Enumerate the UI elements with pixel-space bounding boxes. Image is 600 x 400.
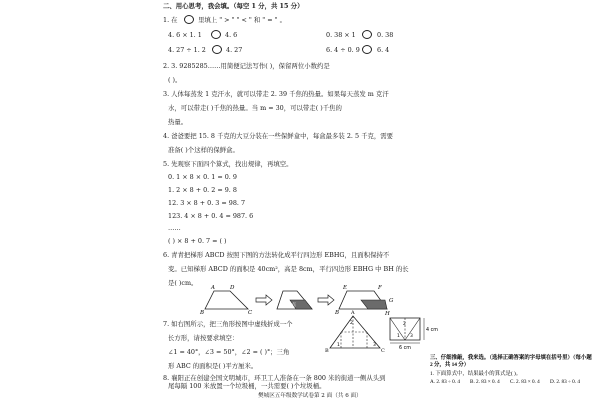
q6-line-2: 变。已知梯形 ABCD 的面积是 40cm²，高是 8cm，平行四边形 EBHG 中 BH 的长 xyxy=(168,265,409,273)
label-b: B xyxy=(200,310,205,316)
label-h: H xyxy=(385,311,390,317)
q1-row1-right-expr: 0. 38 × 1 xyxy=(326,31,356,39)
mc1-option-c[interactable]: C. 2. 83 × 0. 4 xyxy=(510,379,540,385)
q5-equation-3: 12. 3 × 8 + 0. 3 = 98. 7 xyxy=(168,199,246,207)
midpoint-label: 中点 xyxy=(287,303,296,308)
label-d: D xyxy=(230,285,235,291)
q1-row1-left-value: 4. 6 xyxy=(225,31,238,39)
q7-line-1: 7. 如右图所示，把三角形按图中虚线折成一个 xyxy=(163,320,293,328)
mc1-option-b[interactable]: B. 2. 83 × 0. 4 xyxy=(470,379,500,385)
q2-line-2: ( )。 xyxy=(168,76,182,84)
q1-intro-prefix: 1. 在 xyxy=(163,16,178,24)
label-a: A xyxy=(351,310,355,316)
q7-line-4: 形 ABC 的面积是( )平方厘米。 xyxy=(168,362,258,370)
height-dimension: 4 cm xyxy=(426,328,438,333)
label-c: C xyxy=(248,310,253,316)
angle-3-label: 3 xyxy=(373,343,376,348)
q2-line-1: 2. 3. 9285285……用简便记法写作( )，保留两位小数约是 xyxy=(163,62,330,70)
angle-2-label: 2 xyxy=(403,322,406,327)
q8-line-1: 8. 襄阳正在创建全国文明城市，环卫工人准备在一条 800 米的街道一侧从头到 xyxy=(163,374,386,382)
q1-row2-right-value: 6. 4 xyxy=(377,46,390,54)
q3-line-2: 水，可以带走( )千焦的热量。当 m = 30，可以带走( )千焦的 xyxy=(168,104,342,112)
q5-equation-4: 123. 4 × 8 + 0. 4 = 987. 6 xyxy=(168,212,254,220)
page-footer: 樊城区五年级数学试卷第 2 面（共 6 面） xyxy=(258,393,362,399)
q1-row1-left-expr: 4. 6 × 1. 1 xyxy=(168,31,202,39)
q1-row2-left-expr: 4. 27 ÷ 1. 2 xyxy=(168,46,206,54)
q1-intro-suffix: 里填上 " > " " < " 和 " = " 。 xyxy=(198,16,286,24)
label-b2: B xyxy=(335,310,340,316)
angle-1-label: 1 xyxy=(337,343,340,348)
q3-line-1: 3. 人体每蒸发 1 克汗水，就可以带走 2. 39 千焦的热量。如果每天蒸发 m 克汗 xyxy=(163,90,389,98)
label-a: A xyxy=(211,285,215,291)
q7-line-2: 长方形，请按要求填空： xyxy=(168,334,239,342)
q1-row2-right-expr: 6. 4 ÷ 0. 9 xyxy=(326,46,360,54)
q7-line-3: ∠1 = 40°，∠3 = 50°，∠2 = ( )°；三角 xyxy=(168,348,290,356)
q1-row1-right-value: 0. 38 xyxy=(377,31,394,39)
q5-line-1: 5. 先观察下面四个算式，找出规律，再填空。 xyxy=(163,160,293,168)
q1-row2-left-value: 4. 27 xyxy=(226,46,243,54)
section-3-heading: 三、仔细推敲，我来选。（选择正确答案的字母填在括号里）（每小题 2 分，共 14 分） xyxy=(430,355,592,368)
label-b: B xyxy=(325,348,329,354)
q6-line-3: 是( )cm。 xyxy=(168,279,198,287)
mc1-stem: 1. 下面算式中，结果最小的算式是( )。 xyxy=(430,371,522,377)
mc1-option-d[interactable]: D. 2. 83 ÷ 0. 4 xyxy=(550,379,580,385)
q5-ellipsis: …… xyxy=(168,224,181,232)
q3-line-3: 热量。 xyxy=(168,118,188,126)
label-f: F xyxy=(378,285,382,291)
label-e: E xyxy=(343,285,348,291)
q6-line-1: 6. 青青把梯形 ABCD 按照下图的方法转化成平行四边形 EBHG，且面积保持不 xyxy=(163,251,390,259)
q4-line-1: 4. 爸爸要把 15. 8 千克的大豆分装在一些保鲜盒中，每盒最多装 2. 5 千克，需要 xyxy=(163,132,394,140)
q8-line-2: 尾每隔 100 米放置一个垃圾桶，一共需要( )个垃圾桶。 xyxy=(168,382,326,390)
mc1-option-a[interactable]: A. 2. 83 ÷ 0. 4 xyxy=(430,379,460,385)
angle-2-label: 2 xyxy=(350,321,353,326)
width-dimension: 6 cm xyxy=(399,346,411,351)
q5-equation-2: 1. 2 × 8 + 0. 2 = 9. 8 xyxy=(168,186,237,194)
label-c: C xyxy=(381,348,385,354)
q4-line-2: 准备( )个这样的保鲜盒。 xyxy=(168,146,239,154)
angle-3-label: 3 xyxy=(410,334,413,339)
q5-fill-equation: ( ) × 8 + 0. 7 = ( ) xyxy=(168,237,227,245)
angle-1-label: 1 xyxy=(397,334,400,339)
label-g: G xyxy=(389,298,394,304)
q5-equation-1: 0. 1 × 8 × 0. 1 = 0. 9 xyxy=(168,173,237,181)
section-2-heading: 二、用心思考，我会填。（每空 1 分，共 15 分） xyxy=(163,2,304,10)
